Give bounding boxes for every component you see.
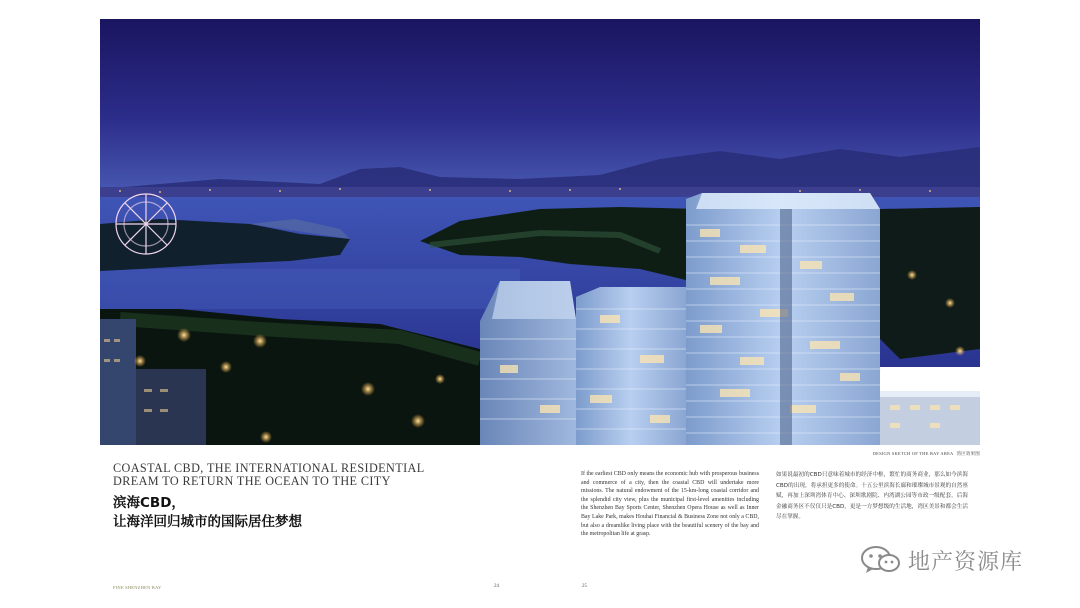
page-number-right: 25	[582, 584, 587, 589]
image-caption	[873, 451, 980, 457]
hero-rendering-image	[100, 19, 980, 445]
foreground-left-building	[100, 319, 136, 445]
section-title-en: COASTAL CBD, THE INTERNATIONAL RESIDENTIAL DREAM TO RETURN THE OCEAN TO THE CITY	[113, 461, 425, 488]
body-text-en: If the earliest CBD only means the economic hub with prosperous business and commerce of a city, then the coastal CBD will undertake more missions. The natural endowment of the 15-km-long coastal corridor and the splendid city view, plus the municipal first-level amenities including the Shenzhen Bay Sports Center, Shenzhen Opera House as well as Inner Bay Lake Park, makes Houhai Financial & Business Zone not only a CBD, but also a dreamlike living place with the beautiful scenery of the bay and the metropolitan life at grasp.	[581, 471, 759, 538]
ferris-wheel	[116, 194, 176, 254]
body-text-cn: 如果说最初的CBD只意味着城市的经济中枢，繁忙的商务商业，那么如今滨海CBD的出现，将承担更多的使命。十五公里滨海长廊和璀璨城市景观的自然禀赋，再加上深圳湾体育中心、深圳歌剧院、内湾湖公园等市政一级配套，后海金融商务区不仅仅只是CBD，更是一方梦想级的生活地，湾区美景和都会生活尽在掌握。	[776, 472, 968, 521]
wechat-icon	[860, 545, 902, 575]
running-footer-label: FINE SHENZHEN BAY	[113, 585, 162, 590]
image-caption-en: DESIGN SKETCH OF THE BAY AREA	[872, 451, 954, 456]
right-low-building	[880, 391, 980, 445]
section-title-cn: 滨海CBD， 让海洋回归城市的国际居住梦想	[113, 495, 302, 530]
watermark	[860, 543, 1023, 577]
glass-tower-left	[480, 281, 576, 445]
image-caption-cn: 湾区效果图	[956, 452, 980, 457]
watermark-text: 地产资源库	[908, 549, 1024, 575]
page-number-left: 24	[494, 584, 499, 589]
